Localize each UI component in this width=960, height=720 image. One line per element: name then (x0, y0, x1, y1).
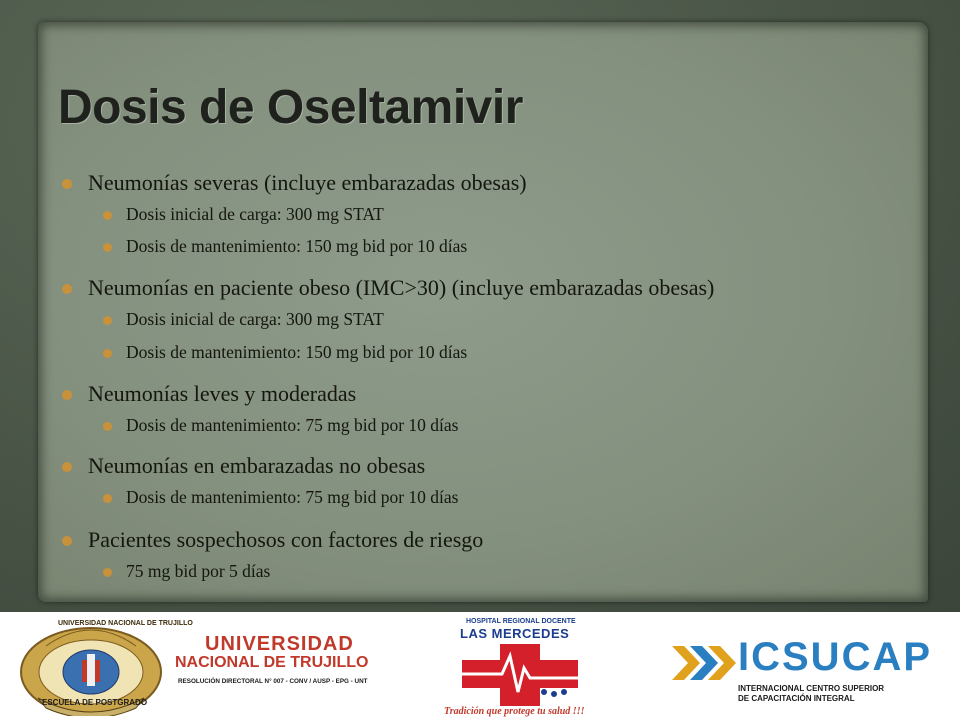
bullet-dot (62, 390, 72, 400)
icsucap-tagline-1: INTERNACIONAL CENTRO SUPERIOR (738, 684, 885, 693)
unt-seal-ribbon: ESCUELA DE POSTGRADO (42, 698, 148, 707)
icsucap-tagline-2: DE CAPACITACIÓN INTEGRAL (738, 694, 855, 703)
bullet-dot (62, 462, 72, 472)
bullet-item-5: Pacientes sospechosos con factores de riesgo (88, 527, 484, 552)
icsucap-name: ICSUCAP (738, 635, 933, 679)
bullet-item-1: Neumonías severas (incluye embarazadas obesas) (88, 170, 527, 195)
sub-bullet-item: Dosis de mantenimiento: 75 mg bid por 10 días (126, 415, 459, 435)
hospital-cross-logo (458, 642, 582, 708)
unt-name-line1: UNIVERSIDAD (205, 633, 354, 655)
sub-bullet-item: Dosis de mantenimiento: 150 mg bid por 10 días (126, 236, 468, 256)
sub-bullet-item: Dosis inicial de carga: 300 mg STAT (126, 309, 384, 329)
slide-title: Dosis de Oseltamivir (58, 81, 523, 134)
bullet-dot (62, 284, 72, 294)
bullet-dot (62, 536, 72, 546)
logo-footer (0, 612, 960, 720)
sub-bullet-item: Dosis de mantenimiento: 75 mg bid por 10 días (126, 487, 459, 507)
sub-bullet-item: 75 mg bid por 5 días (126, 561, 271, 581)
hospital-slogan: Tradición que protege tu salud !!! (444, 706, 585, 717)
sub-bullet-dot (103, 568, 112, 577)
sub-bullet-item: Dosis de mantenimiento: 150 mg bid por 10 días (126, 342, 468, 362)
hospital-top-text: HOSPITAL REGIONAL DOCENTE (466, 618, 576, 625)
bullet-item-4: Neumonías en embarazadas no obesas (88, 453, 426, 478)
sub-bullet-dot (103, 349, 112, 358)
sub-bullet-item: Dosis inicial de carga: 300 mg STAT (126, 204, 384, 224)
sub-bullet-dot (103, 316, 112, 325)
unt-seal-text: UNIVERSIDAD NACIONAL DE TRUJILLO (58, 620, 193, 627)
bullet-item-3: Neumonías leves y moderadas (88, 381, 357, 406)
unt-resolution: RESOLUCIÓN DIRECTORAL N° 007 - CONV / AUSP - EPG - UNT (178, 678, 368, 685)
bullet-item-2: Neumonías en paciente obeso (IMC>30) (incluye embarazadas obesas) (88, 275, 715, 300)
sub-bullet-dot (103, 494, 112, 503)
sub-bullet-dot (103, 211, 112, 220)
hospital-name: LAS MERCEDES (460, 626, 570, 641)
sub-bullet-dot (103, 422, 112, 431)
icsucap-chevron-logo (672, 642, 740, 684)
sub-bullet-dot (103, 243, 112, 252)
unt-name-line2: NACIONAL DE TRUJILLO (175, 654, 369, 671)
bullet-dot (62, 179, 72, 189)
